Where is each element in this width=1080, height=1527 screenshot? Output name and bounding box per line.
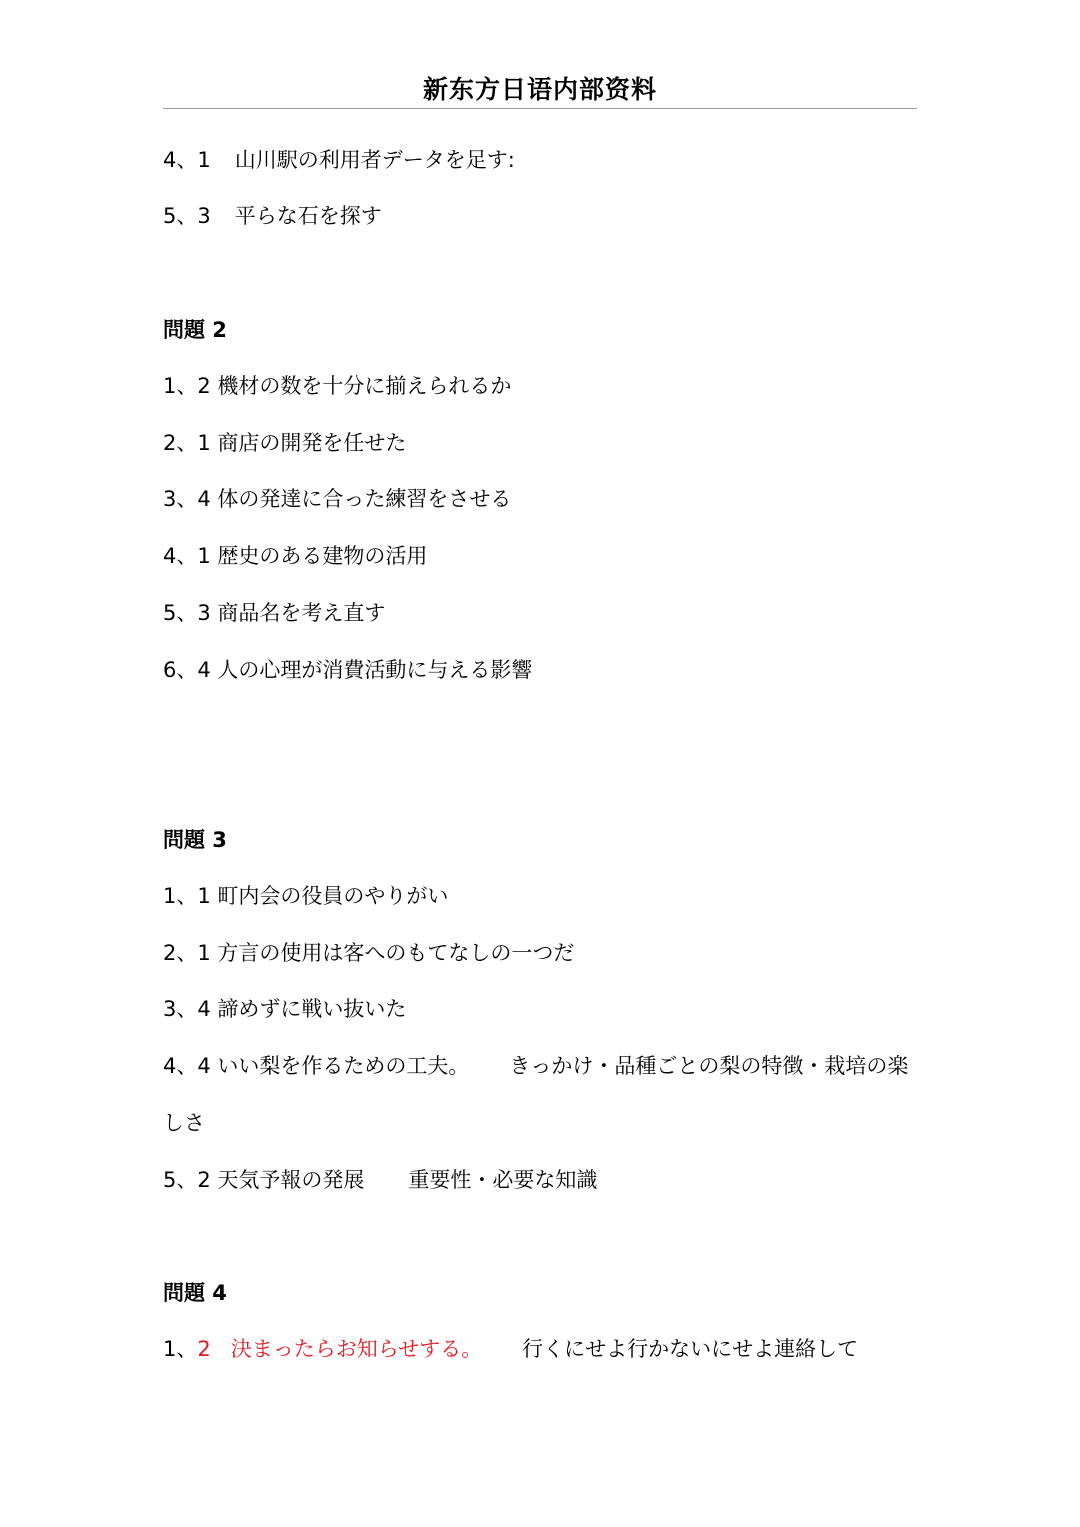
answer-text: 5、2 天気予報の発展 — [163, 1168, 365, 1192]
answer-line: 2、1 方言の使用は客へのもてなしの一つだ — [163, 941, 575, 965]
answer-line — [163, 1051, 908, 1081]
answer-line: 3、4 諦めずに戦い抜いた — [163, 997, 407, 1021]
section-heading-3: 問題 3 — [163, 828, 227, 852]
answer-line: 5、3 商品名を考え直す — [163, 601, 386, 625]
answer-text: 4、4 いい梨を作るための工夫。 — [163, 1054, 470, 1078]
answer-note: きっかけ・品種ごとの梨の特徴・栽培の楽 — [509, 1054, 909, 1078]
answer-line-continued: しさ — [163, 1111, 205, 1135]
answer-line: 6、4 人の心理が消費活動に与える影響 — [163, 658, 533, 682]
answer-line — [163, 1165, 597, 1195]
page-header — [163, 72, 917, 109]
section-heading-4: 問題 4 — [163, 1281, 227, 1305]
answer-line: 1、2 機材の数を十分に揃えられるか — [163, 374, 512, 398]
answer-note: 重要性・必要な知識 — [408, 1168, 598, 1192]
answer-number: 5、3 — [163, 204, 211, 228]
answer-text: 決まったらお知らせする。 — [230, 1337, 483, 1361]
section-heading-2: 問題 2 — [163, 318, 227, 342]
answer-line: 2、1 商店の開発を任せた — [163, 431, 407, 455]
answer-note: 行くにせよ行かないにせよ連絡して — [522, 1337, 859, 1361]
answer-number: 4、1 — [163, 148, 211, 172]
answer-line — [163, 201, 382, 231]
answer-line — [163, 145, 515, 175]
answer-number: 1、 — [163, 1337, 198, 1361]
answer-line: 4、1 歴史のある建物の活用 — [163, 544, 428, 568]
answer-text: 山川駅の利用者データを足す: — [234, 148, 515, 172]
header-title: 新东方日语内部资料 — [422, 75, 657, 104]
answer-choice: 2 — [197, 1337, 211, 1361]
answer-line: 3、4 体の発達に合った練習をさせる — [163, 487, 512, 511]
answer-line: 1、1 町内会の役員のやりがい — [163, 884, 449, 908]
answer-line — [163, 1334, 858, 1364]
answer-text: 平らな石を探す — [234, 204, 382, 228]
